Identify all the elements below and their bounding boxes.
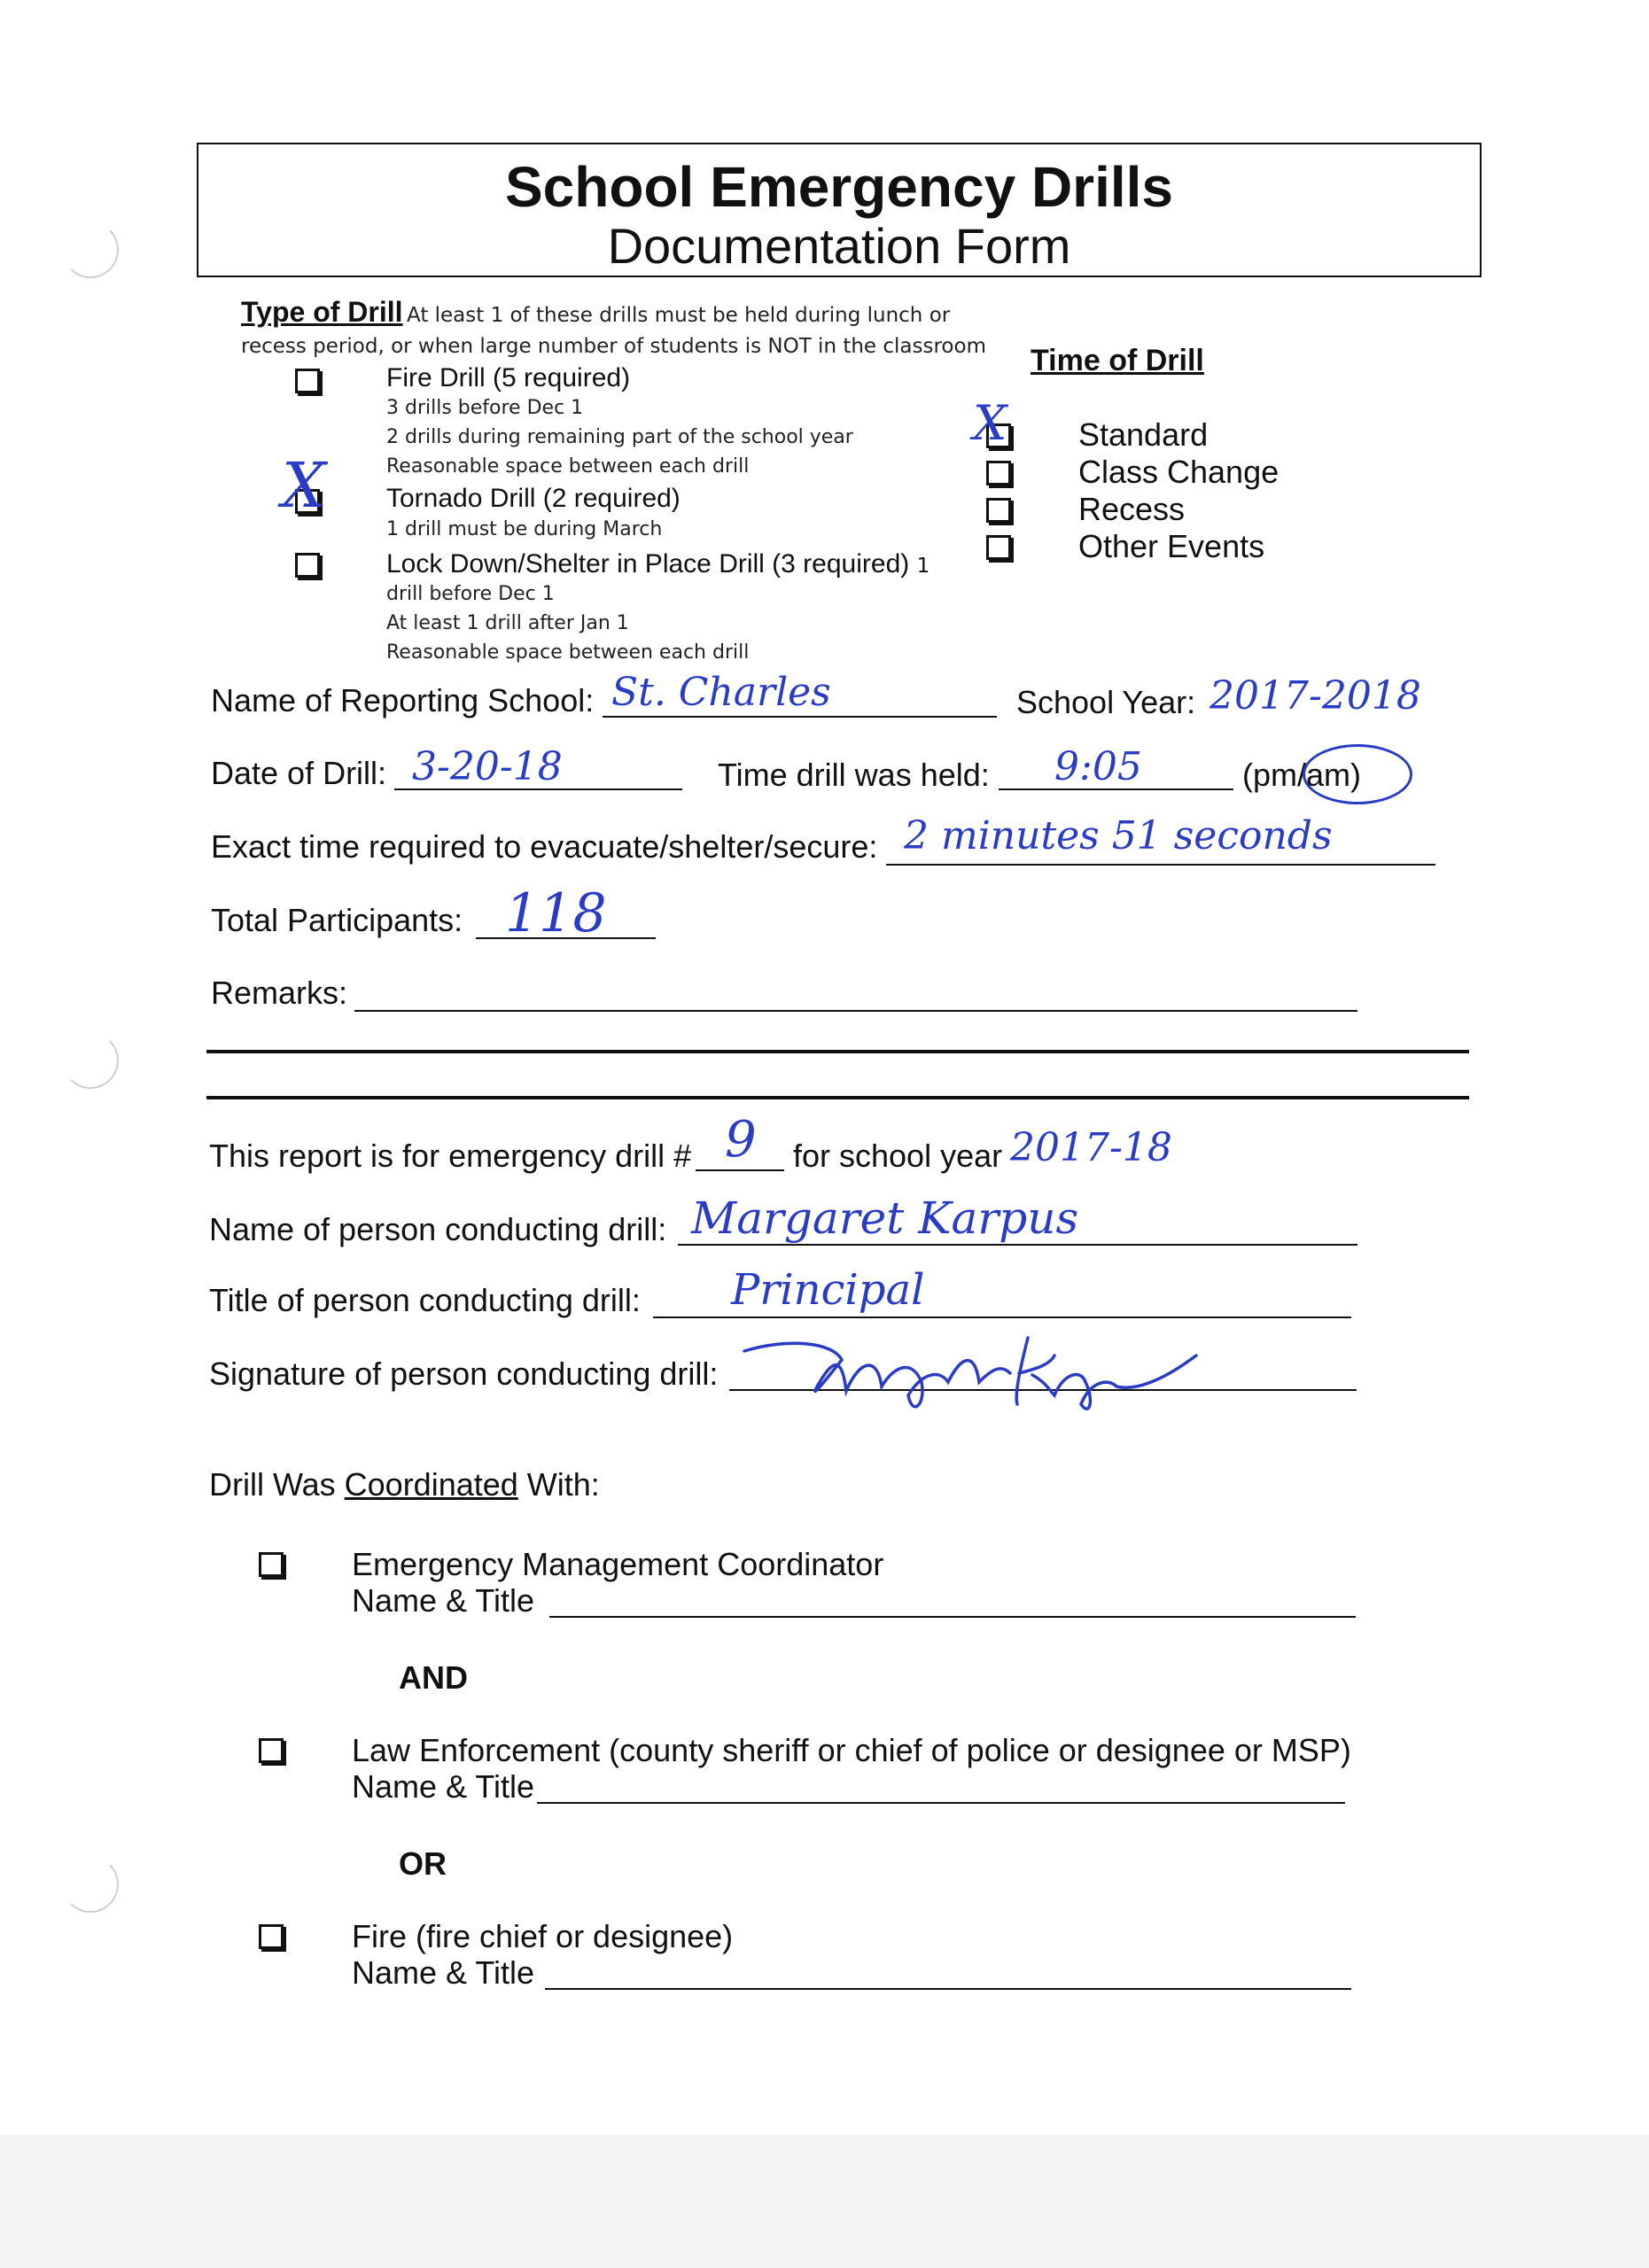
fire-name-title-label: Name & Title <box>352 1954 535 1991</box>
person-name-label: Name of person conducting drill: <box>209 1211 667 1247</box>
type-of-drill-heading: Type of Drill <box>241 296 403 328</box>
other-events-label: Other Events <box>1078 528 1265 564</box>
exact-time-line[interactable] <box>886 864 1435 866</box>
fire-chief-checkbox[interactable] <box>259 1924 284 1949</box>
emc-name-title-label: Name & Title <box>352 1582 535 1619</box>
school-year-value: 2017-2018 <box>1210 673 1421 718</box>
time-suffix: (pm/am) <box>1242 757 1361 793</box>
punch-hole-bottom <box>62 1856 119 1913</box>
school-name-label: Name of Reporting School: <box>211 682 595 718</box>
fire-drill-detail-1: 3 drills before Dec 1 <box>386 397 584 419</box>
form-subtitle: Documentation Form <box>607 218 1071 274</box>
header-box <box>197 143 1482 277</box>
for-school-year-value: 2017-18 <box>1010 1125 1172 1170</box>
type-of-drill-note-2: recess period, or when large number of students is NOT in the classroom <box>241 335 986 358</box>
recess-label: Recess <box>1078 491 1186 527</box>
fire-chief-label: Fire (fire chief or designee) <box>352 1918 734 1954</box>
person-title-value: Principal <box>731 1265 925 1315</box>
other-events-checkbox[interactable] <box>986 535 1011 560</box>
drill-number-value: 9 <box>725 1111 757 1169</box>
punch-hole-top <box>62 221 119 278</box>
school-year-label: School Year: <box>1016 684 1196 720</box>
tornado-drill-label: Tornado Drill (2 required) <box>386 484 681 513</box>
signature-drawing <box>735 1320 1249 1426</box>
time-held-value: 9:05 <box>1054 744 1142 789</box>
type-of-drill-note: At least 1 of these drills must be held during lunch or <box>406 304 951 327</box>
date-of-drill-label: Date of Drill: <box>211 755 387 791</box>
school-name-line[interactable] <box>603 716 997 718</box>
coordinated-prefix: Drill Was <box>209 1466 345 1503</box>
am-circle-mark <box>1303 744 1412 804</box>
emc-name-title-line[interactable] <box>549 1616 1356 1618</box>
time-held-label: Time drill was held: <box>718 757 990 793</box>
recess-checkbox[interactable] <box>986 498 1011 523</box>
lockdown-drill-checkbox[interactable] <box>295 553 320 578</box>
lockdown-drill-detail-1: drill before Dec 1 <box>386 583 555 605</box>
coordinated-underlined: Coordinated <box>344 1466 518 1503</box>
time-of-drill-heading: Time of Drill <box>1031 344 1204 377</box>
fire-name-title-line[interactable] <box>545 1988 1351 1990</box>
lockdown-drill-detail-3: Reasonable space between each drill <box>386 641 750 664</box>
school-name-value: St. Charles <box>611 670 831 715</box>
participants-label: Total Participants: <box>211 902 463 938</box>
fire-drill-label: Fire Drill (5 required) <box>386 363 631 392</box>
lockdown-drill-label: Lock Down/Shelter in Place Drill (3 required) <box>386 549 910 579</box>
person-name-line[interactable] <box>678 1244 1357 1246</box>
coordinated-suffix: With: <box>517 1466 600 1503</box>
lockdown-drill-label-tail: 1 <box>916 555 930 578</box>
drill-number-label: This report is for emergency drill # <box>209 1138 692 1174</box>
punch-hole-middle <box>62 1032 119 1089</box>
exact-time-label: Exact time required to evacuate/shelter/secure: <box>211 828 878 865</box>
law-enforcement-checkbox[interactable] <box>259 1738 284 1763</box>
for-school-year-label: for school year <box>793 1138 1003 1174</box>
fire-drill-detail-2: 2 drills during remaining part of the school year <box>386 426 853 448</box>
class-change-checkbox[interactable] <box>986 461 1011 485</box>
exact-time-value: 2 minutes 51 seconds <box>904 813 1333 858</box>
tornado-check-mark: X <box>282 449 326 522</box>
person-name-value: Margaret Karpus <box>691 1192 1079 1244</box>
participants-value: 118 <box>505 882 607 944</box>
lockdown-drill-detail-2: At least 1 drill after Jan 1 <box>386 612 629 634</box>
remarks-line-2[interactable] <box>206 1050 1469 1053</box>
remarks-label: Remarks: <box>211 975 348 1011</box>
lockdown-drill-label-row <box>386 549 930 579</box>
emc-checkbox[interactable] <box>259 1552 284 1577</box>
signature-label: Signature of person conducting drill: <box>209 1355 719 1392</box>
fire-drill-checkbox[interactable] <box>295 369 320 393</box>
date-of-drill-value: 3-20-18 <box>412 744 563 789</box>
emc-label: Emergency Management Coordinator <box>352 1546 884 1582</box>
law-name-title-line[interactable] <box>537 1802 1345 1804</box>
form-title: School Emergency Drills <box>504 155 1174 219</box>
coordinated-heading <box>209 1466 600 1503</box>
class-change-label: Class Change <box>1078 454 1280 490</box>
standard-label: Standard <box>1078 416 1209 453</box>
tornado-drill-detail-1: 1 drill must be during March <box>386 518 663 540</box>
person-title-label: Title of person conducting drill: <box>209 1282 641 1318</box>
or-label: OR <box>399 1845 447 1882</box>
standard-check-mark: X <box>973 395 1007 451</box>
drill-number-line[interactable] <box>696 1169 784 1171</box>
scan-bottom-margin <box>0 2135 1649 2268</box>
remarks-line-3[interactable] <box>206 1096 1469 1099</box>
law-name-title-label: Name & Title <box>352 1768 535 1805</box>
remarks-line-1[interactable] <box>354 1010 1357 1012</box>
and-label: AND <box>399 1659 468 1696</box>
type-of-drill-heading-row <box>241 296 950 329</box>
person-title-line[interactable] <box>653 1317 1351 1318</box>
fire-drill-detail-3: Reasonable space between each drill <box>386 455 750 478</box>
law-enforcement-label: Law Enforcement (county sheriff or chief of police or designee or MSP) <box>352 1732 1351 1768</box>
